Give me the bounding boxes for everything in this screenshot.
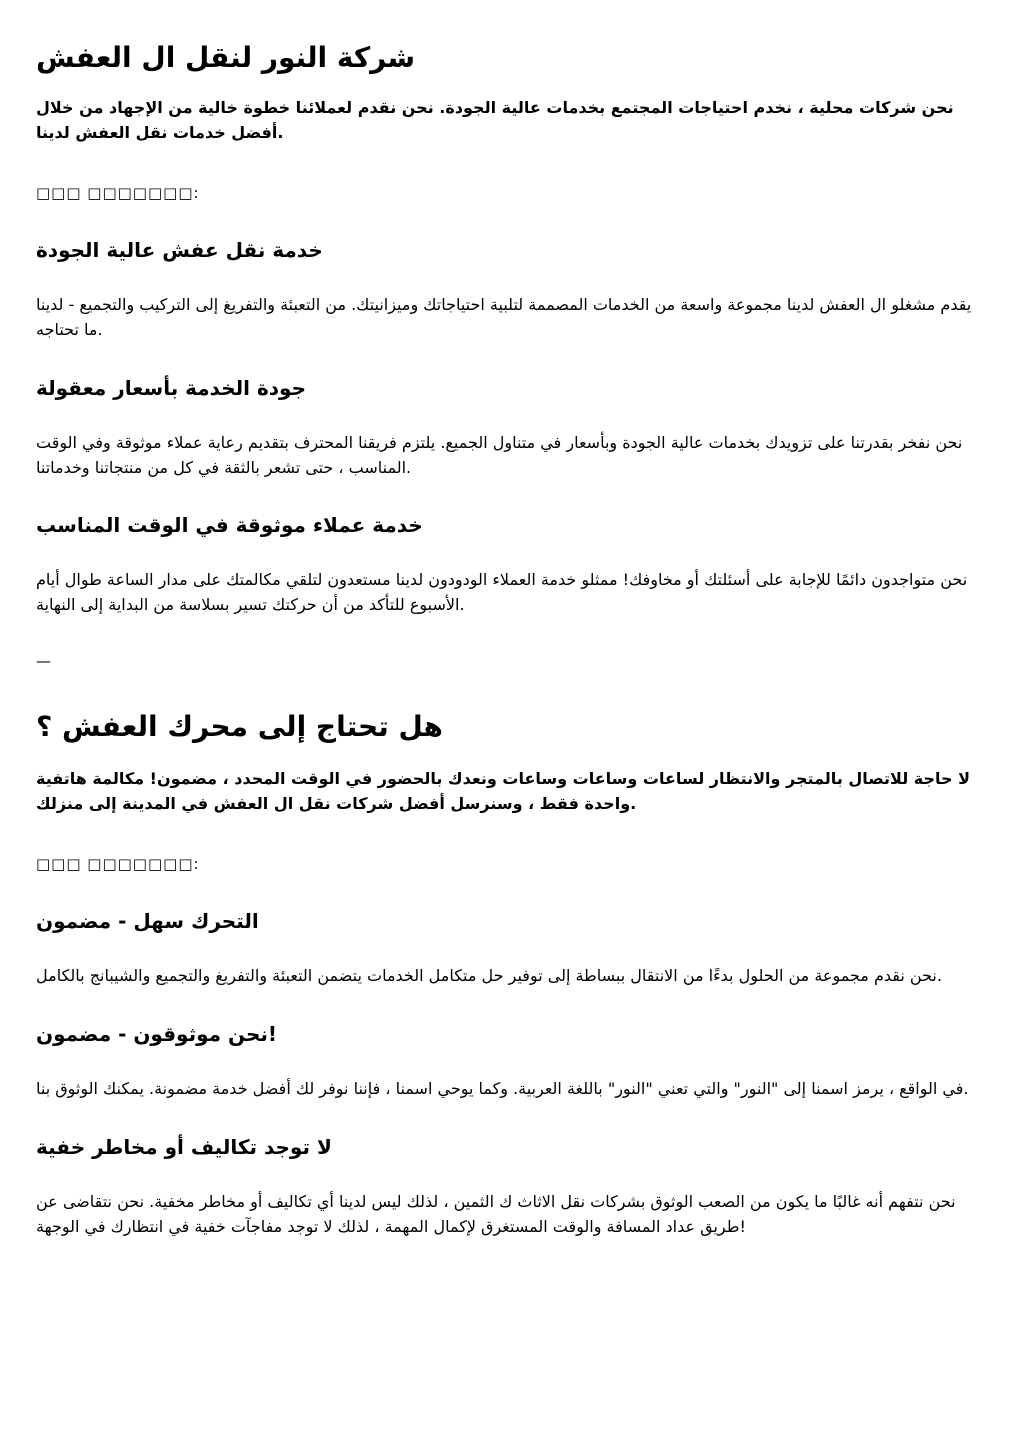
section-paragraph: في الواقع ، يرمز اسمنا إلى "النور" والتي تعني "النور" باللغة العربية. وكما يوحي اسمنا ، فإننا نوفر لك أفضل خدمة مضمونة. يمكنك الوثوق بنا. xyxy=(36,1079,969,1099)
section-heading: خدمة عملاء موثوقة في الوقت المناسب xyxy=(36,513,423,538)
section-heading: نحن موثوقون - مضمون! xyxy=(36,1022,278,1047)
intro-paragraph: لا حاجة للاتصال بالمتجر والانتظار لساعات وساعات وساعات ونعدك بالحضور في الوقت المحدد ، مضمون! مكالمة هاتفية واحدة فقط ، وسنرسل أفضل شركات نقل ال العفش في المدينة إلى منزلك. xyxy=(36,769,971,814)
section-paragraph: نحن نفخر بقدرتنا على تزويدك بخدمات عالية الجودة وبأسعار في متناول الجميع. يلتزم فريقنا المحترف بتقديم رعاية عملاء موثوقة وفي الوقت المناسب ، حتى تشعر بالثقة في كل من منتجاتنا وخدماتنا. xyxy=(36,432,963,477)
services-label: □□□ □□□□□□□: xyxy=(36,855,200,873)
divider: — xyxy=(36,652,51,671)
section-heading: لا توجد تكاليف أو مخاطر خفية xyxy=(36,1134,332,1159)
section-paragraph: نحن نقدم مجموعة من الحلول بدءًا من الانتقال ببساطة إلى توفير حل متكامل الخدمات يتضمن التعبئة والتفريغ والتجميع والشيبانج بالكامل. xyxy=(36,966,942,986)
section-heading: جودة الخدمة بأسعار معقولة xyxy=(36,375,306,400)
page-title: شركة النور لنقل ال العفش xyxy=(36,41,416,74)
section-heading: خدمة نقل عفش عالية الجودة xyxy=(36,238,323,263)
section-paragraph: نحن نتفهم أنه غالبًا ما يكون من الصعب الوثوق بشركات نقل الاثاث ك الثمين ، لذلك ليس لدينا أي تكاليف أو مخاطر مخفية. نحن نتقاضى عن طريق عداد المسافة والوقت المستغرق لإكمال المهمة ، لذلك لا توجد مفاجآت خفية في انتظارك في الوجهة! xyxy=(36,1191,956,1236)
section-paragraph: يقدم مشغلو ال العفش لدينا مجموعة واسعة من الخدمات المصممة لتلبية احتياجاتك وميزانيتك. من التعبئة والتفريغ إلى التركيب والتجميع - لدينا ما تحتاجه. xyxy=(36,295,972,340)
section-paragraph: نحن متواجدون دائمًا للإجابة على أسئلتك أو مخاوفك! ممثلو خدمة العملاء الودودون لدينا مستعدون لتلقي مكالمتك على مدار الساعة طوال أيام الأسبوع للتأكد من أن حركتك تسير بسلاسة من البداية إلى النهاية. xyxy=(36,570,968,615)
intro-paragraph: نحن شركات محلية ، نخدم احتياجات المجتمع بخدمات عالية الجودة. نحن نقدم لعملائنا خطوة خالية من الإجهاد من خلال أفضل خدمات نقل العفش لدينا. xyxy=(36,98,954,143)
section-heading: التحرك سهل - مضمون xyxy=(36,909,259,934)
section-title: هل تحتاج إلى محرك العفش ؟ xyxy=(36,710,443,744)
services-label: □□□ □□□□□□□: xyxy=(36,183,200,202)
